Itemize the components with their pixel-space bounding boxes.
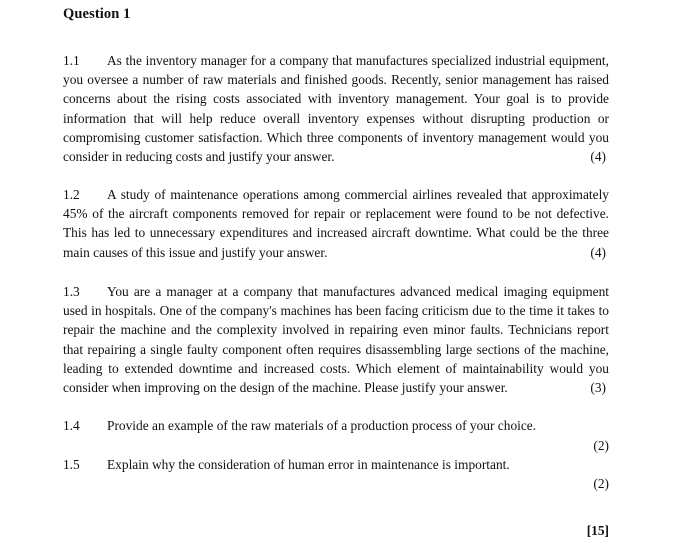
question-text: Provide an example of the raw materials of a production process of your choice. <box>107 418 537 433</box>
question-text: You are a manager at a company that manufactures advanced medical imaging equipment used in hospitals. One of the company's machines has been facing criticism due to the time it takes to repair the machine and the complexity involved in repairing even minor faults. Technicians report that repairing a single faulty component often requires disassembling large sections of the machine, leading to extended downtime and increased costs. Which element of maintainability would you consider when improving on the design of the machine. Please justify your answer. <box>63 284 609 396</box>
question-marks: (3) <box>590 380 606 396</box>
question-1-1 <box>63 51 609 166</box>
question-1-3 <box>63 282 609 397</box>
question-number: 1.3 <box>63 284 80 299</box>
question-1-2 <box>63 185 609 262</box>
question-number: 1.2 <box>63 187 80 202</box>
question-text: Explain why the consideration of human error in maintenance is important. <box>107 457 510 472</box>
question-marks: (2) <box>593 476 609 491</box>
question-1-4 <box>63 416 609 435</box>
question-number: 1.4 <box>63 418 80 433</box>
question-1-5 <box>63 455 609 474</box>
question-marks: (2) <box>593 438 609 453</box>
question-number: 1.1 <box>63 53 80 68</box>
question-text: As the inventory manager for a company that manufactures specialized industrial equipment, you oversee a number of raw materials and finished goods. Recently, senior management has raised concerns about the rising costs associated with inventory management. Your goal is to provide information that will help reduce overall inventory expenses without disrupting production or compromising customer satisfaction. Which three components of inventory management would you consider in reducing costs and justify your answer. <box>63 53 609 165</box>
question-text: A study of maintenance operations among commercial airlines revealed that approximately 45% of the aircraft components removed for repair or replacement were found to be not defective. This has led to unnecessary expenditures and increased aircraft downtime. What could be the three main causes of this issue and justify your answer. <box>63 187 609 260</box>
question-heading: Question 1 <box>63 6 131 22</box>
question-marks: (4) <box>590 244 606 260</box>
total-marks: [15] <box>586 523 609 538</box>
question-marks: (4) <box>590 149 606 165</box>
question-number: 1.5 <box>63 457 80 472</box>
